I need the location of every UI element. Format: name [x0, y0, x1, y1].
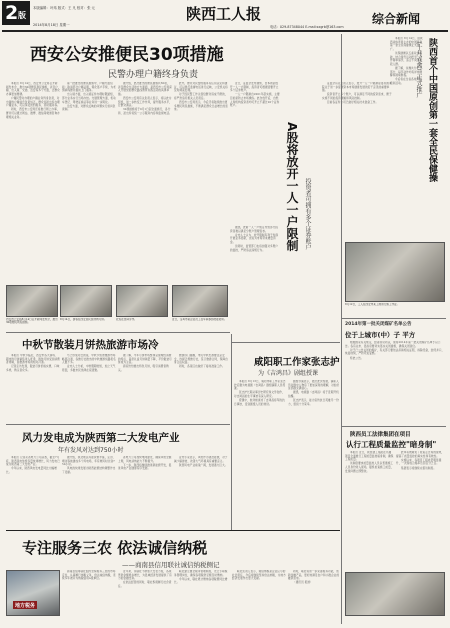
lead-subheadline: 民警办理户籍终身负责 — [108, 70, 199, 80]
caption-2: 8月14日，游客在西安回民街选购月饼。 — [60, 318, 107, 321]
lead-headline: 西安公安推便民30项措施 — [30, 45, 224, 65]
section-rule-4 — [342, 318, 446, 319]
story-mooncake-body-4: 旅游部门提醒，市民中秋出游要注意安全，选择正规旅行社，签订旅游合同，保障自身合法权益。 同时，各景区也做好了接待准备工作。 — [174, 354, 228, 369]
lead-body-col-6: 证监会有关负责人表示，放开一人一户限制是落实国务院关于进一步促进资本市场健康发展的若干意见的重要举措。 投资者开立多个账户，可以满足不同的投资需求，便于实施不同的投资策略和风险控制。 目前各证券公司已做好相关技术准备工作。 — [322, 82, 392, 105]
lead-body-col-2: 第一批推出的便民措施中，户籍方面包括：取消部分户籍证明，简化落户手续，为老弱病残群众提供上门服务。 出入境方面，出入境证件办理时限缩短，部分业务实行当场办结。交通管理方面，机动车登记、驾驶证换证等业务进一步简化。 治安方面，对群众反映的问题实行首问负责制。 — [62, 82, 116, 112]
section-name: 综合新闻 — [372, 12, 421, 26]
right-body-col-1: 本报讯 8月14日，由陕西省体育局主办的中国原创第一套全民保健操正式推广。 该保健操以五禽戏为基础，结合现代运动医学，动作简单易学，适合不同年龄段人群。 据了解，该操共分十个部分，每节动作均有详细图解和视频教程。 今后将在全省各地开展培训活动。 — [390, 37, 423, 85]
story-mooncake-headline: 中秋节散装月饼热旅游市场冷 — [22, 339, 159, 351]
page-number: 2 — [5, 2, 19, 24]
photo-mooncakes — [60, 285, 112, 317]
story-tax-body-2: 近年来，该联社不断加大支农力度，各项贷款余额稳步增长，为县域经济发展提供了有力的金融支持。 在依法经营的同时，联社积极履行社会责任。 — [118, 570, 172, 588]
page-label: 版 — [18, 11, 26, 20]
date-line: 2014年8月18日 星期一 — [33, 23, 70, 27]
caption-1: 西安市公安局8月14日召开新闻发布会，推出30项便民利民措施。 — [6, 318, 58, 325]
story-wind-body-2: 据介绍，陕北地区风能资源丰富，定边、靖边等地建成多个风电场，年有效风时达到750小时。 风电的快速发展为陕西能源结构调整作出了贡献。 — [62, 456, 116, 474]
lead-body-col-5: 近日，证监会发布通知，自本周起放开一人一户限制，投资者可根据需要开立多个证券账户。 一人一户限制自2001年起实施，主要目的是防止市场操纵。此次放开后，自然人和机构投资者均可开立不超过20个证券账户。 — [230, 82, 280, 108]
column-rule-2 — [231, 334, 232, 530]
story-wind-body-4: 业内专家表示，风电作为清洁能源，对于减少碳排放、改善大气环境具有重要意义。 陕西风电产业前景广阔，发展潜力巨大。 — [174, 456, 228, 467]
brief-headline: 位于上城市(中）子 平方 — [345, 331, 416, 339]
section-rule-5 — [342, 426, 446, 427]
masthead: 陕西工人报 — [186, 5, 262, 23]
photo-farm — [116, 285, 168, 317]
story-mooncake-body-1: 本报讯 中秋节临近，西安市各大商场、超市的月饼销售进入旺季，散装月饼受到消费者青睐，而旅游市场则相对冷清。 记者走访发现，散装月饼价格实惠、口味多样，购买者众多。 — [6, 354, 60, 372]
story-tax-subheadline: ——商南县信用联社诚信纳税侧记 — [122, 561, 220, 569]
lead-body-col-1: 本报讯 8月14日，西安市公安局召开新闻发布会，推出30项便民利民措施，涉及户籍、出入境、交通、治安等多个方面，让群众办事更加便捷。 户籍民警对办理的户籍业务终身负责，对出错的户籍信息负责纠正。群众到派出所办理户籍业务，可以享受预约服务、延时服务等。 同时，西安市公安局还将推行网上办事，群众可以通过网站、微博、微信等渠道咨询办理相关业务。 — [6, 82, 60, 119]
brief-date-line: 2014年第一批关闭煤矿名单公告 — [345, 322, 412, 327]
story-writer-subheadline: 为《吉鸿昌》剧组授课 — [258, 370, 319, 377]
photo-tax-office — [6, 570, 60, 616]
vertical-subheadline: 投资者可拥有多个证券账户 — [304, 178, 311, 250]
meta-line: 本版编辑：叶玮 版式：王 凡 校对：张 元 — [33, 6, 95, 10]
story-quality-body-1: 本报讯 近日，陕西建工集团在所属项目全面推行工程质量监控暗身制，确保工程质量。 该制度要求质量监控人员以普通施工人员身份进入现场，随机检查施工质量，发现问题立即整改。 — [345, 451, 394, 473]
photo-police-conference — [6, 285, 58, 317]
right-lower-body-1 — [345, 248, 346, 249]
story-wind-headline: 风力发电成为陕西第二大发电产业 — [22, 432, 180, 444]
story-tax-body-3: 联社建立健全税务管理制度，设立专职税务管理岗位，确保各项税款足额及时缴纳。 今年以来，联社累计缴纳各项税费同比增长。 — [174, 570, 228, 585]
contact-line: 电话：029-87348044 E-mail:sxgrb@163.com — [270, 25, 344, 29]
story-writer-body-2: 剧组导演表示，通过此次授课，演职人员对剧中人物有了更加深刻的理解，对拍好这部剧充满信心。 据悉，电视剧《吉鸿昌》将于近期开机拍摄。 张志护表示，能为宣传抗日英雄尽一份力，感到十分荣幸。 — [288, 380, 340, 406]
caption-3: 农民在田间劳作。 — [116, 318, 137, 321]
story-tax-body-5: 同时，联社将进一步完善服务功能，创新金融产品，更好地满足农户和小微企业的融资需求。 （通讯员 报道） — [288, 570, 340, 585]
story-quality-body-2: 此举有效避免了检查走过场的现象，提高了质量监控的真实性和有效性。 实施以来，各项目工程质量明显提升，一次验收合格率达到百分之百。 集团表示将继续完善该制度。 — [396, 451, 445, 470]
caption-5: 8月12日，工人在西安市某工地进行施工作业。 — [345, 303, 400, 306]
story-wind-body-1: 本报讯 记者从省电力公司获悉，截至7月底，陕西风电装机容量快速增长，风力发电已成为陕西第二大发电产业。 今年以来，陕西风电发电量同比大幅增长。 — [6, 456, 60, 474]
header-rule — [2, 30, 448, 32]
story-writer-body-1: 本报讯 8月13日，咸阳市职工作家张志护应邀为电视剧《吉鸿昌》剧组演职人员授课。 张志护长期从事历史研究和文学创作，对吉鸿昌的生平事迹有深入研究。 授课中，他详细讲述了吉鸿昌将军的抗日事迹，受到剧组人员的欢迎。 — [234, 380, 286, 406]
photo-construction — [345, 572, 445, 616]
column-rule-1 — [341, 34, 342, 624]
story-mooncake-body-3: 据了解，今年月饼市场整体呈现理性消费的特点，高价礼盒月饼销量下降，平价散装月饼成为主流。 商家纷纷推出特色月饼，吸引消费者购买。 — [118, 354, 172, 372]
story-mooncake-body-2: 与之形成对比的是，中秋节短途旅游市场略显冷清，各旅行社推出的中秋旅游线路报名人数不多。 业内人士分析，中秋假期较短，加之天气原因，多数市民选择在家团聚。 — [62, 354, 116, 372]
story-writer-headline: 咸阳职工作家张志护 — [254, 357, 340, 368]
story-wind-body-3: 省电力公司加快电网建设，确保风电全额上网，风电消纳能力不断提升。 下一步，陕西将继续推进新能源开发，促进风电产业健康有序发展。 — [118, 456, 172, 471]
story-quality-headline: 陕西员工法律集团在项目 — [350, 432, 411, 438]
story-wind-subheadline: 年有发风对达到750小时 — [58, 447, 124, 454]
section-rule-2 — [6, 424, 230, 425]
story-quality-subheadline: 认行工程质量监控"暗身制" — [346, 440, 437, 449]
vertical-headline: A股将放开一人一户限制 — [285, 122, 299, 252]
story-tax-body-1: 商南县信用联社始终坚持服务三农的市场定位，认真履行纳税义务，依法诚信纳税，连续多年被评为纳税信用A级单位。 — [62, 570, 116, 581]
story-tax-body-4: 联社负责人表示，诚信纳税是企业应尽的社会责任，今后将继续坚持依法纳税，为地方经济发展作出更大贡献。 — [232, 570, 286, 581]
page-number-box — [2, 1, 30, 25]
story-tax-headline: 专注服务三农 依法诚信纳税 — [22, 539, 208, 557]
caption-4: 近日，宝鸡市某企业员工在车间参加技能培训。 — [172, 318, 227, 321]
tax-office-sign: 地方税务 — [15, 602, 36, 609]
brief-body: 根据国家有关规定，经省政府同意，现将2014年第一批关闭煤矿名单予以公告。各有关市、县政府要切实落实关闭措施，确保关闭到位。 对于已公告关闭的煤矿，有关部门要依法吊销相关证照，拆除设备，封闭井口，恢复地貌，严防死灰复燃。 特此公告。 — [345, 341, 445, 360]
right-story-headline: 陕西首个中国原创第一套全民保健操 — [427, 38, 437, 182]
page-header — [0, 0, 450, 33]
section-rule-3 — [232, 342, 340, 343]
right-story-subheadline: （十月五禽）正式推广 — [415, 38, 422, 98]
section-rule-6 — [6, 530, 340, 531]
photo-workers — [345, 242, 445, 302]
section-rule-1 — [6, 332, 230, 333]
lead-body-col-3: 据介绍，此次推出的便民措施共30项，涉及群众生活的方方面面，是西安市公安局深入开展党的群众路线教育实践活动的具体举措。 西安市公安局有关负责人表示，将以此为契机，进一步转变工作作风，提升服务水平，让群众满意。 30项措施将于9月1日起全面施行，各分局、派出所将统一公示服务内容和监督电话。 — [118, 82, 172, 115]
photo-training — [172, 285, 228, 317]
vertical-story-body: 据悉，此前一人一户规定导致部分投资者难以满足分账户管理需求。 业内人士认为，放开限制有利于券商开展业务创新，也将为市场带来增量资金。 但同时，监管部门也将加强对多账户的监控，严防违法违规行为。 — [230, 226, 279, 252]
lead-body-col-4: 此外，群众对民警的服务有任何意见和建议，可以拨打监督电话进行反映，公安机关将及时调查处理。 对于因民警工作失误给群众造成不便的，将严肃追究相关人员责任。 西安市公安局表示，今后还将陆续推出更多便民利民措施，不断满足群众日益增长的需求。 — [174, 82, 228, 112]
